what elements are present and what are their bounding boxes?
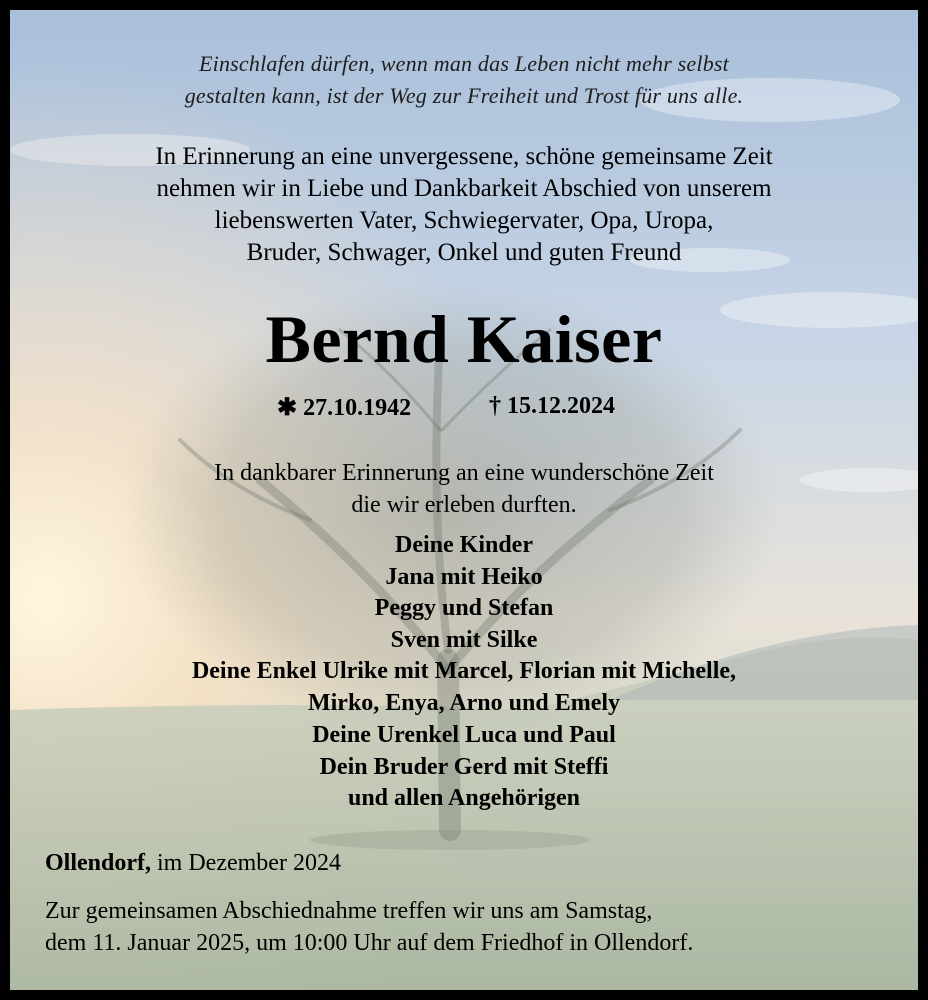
intro-line-3: liebenswerten Vater, Schwiegervater, Opa, Uropa, xyxy=(214,207,714,234)
funeral-line-2: dem 11. Januar 2025, um 10:00 Uhr auf dem Friedhof in Ollendorf. xyxy=(45,930,694,956)
place-date: im Dezember 2024 xyxy=(157,850,341,876)
place-and-date xyxy=(45,850,341,877)
place-town: Ollendorf, xyxy=(45,850,151,876)
intro-line-4: Bruder, Schwager, Onkel und guten Freund xyxy=(246,239,682,266)
family-line: Deine Kinder xyxy=(395,532,533,558)
thanks-line-2: die wir erleben durften. xyxy=(351,492,577,518)
family-line: Sven mit Silke xyxy=(390,627,538,653)
birth-star-icon: ✱ xyxy=(277,395,298,421)
birth-date-value: 27.10.1942 xyxy=(303,395,412,421)
quote-line-1: Einschlafen dürfen, wenn man das Leben nicht mehr selbst xyxy=(199,51,729,76)
intro-line-1: In Erinnerung an eine unvergessene, schöne gemeinsame Zeit xyxy=(155,143,773,170)
death-cross-icon: † xyxy=(489,393,501,419)
family-line: Peggy und Stefan xyxy=(374,595,554,621)
family-line: und allen Angehörigen xyxy=(347,785,581,811)
life-dates xyxy=(10,393,918,423)
intro-line-2: nehmen wir in Liebe und Dankbarkeit Abschied von unserem xyxy=(156,175,772,202)
family-line: Deine Enkel Ulrike mit Marcel, Florian mit Michelle, xyxy=(191,658,737,684)
thanks-line-1: In dankbarer Erinnerung an eine wunderschöne Zeit xyxy=(214,460,714,486)
death-date xyxy=(489,393,615,420)
funeral-line-1: Zur gemeinsamen Abschiednahme treffen wir uns am Samstag, xyxy=(45,898,653,924)
obituary-text xyxy=(10,10,918,990)
family-line: Jana mit Heiko xyxy=(385,564,543,590)
death-date-value: 15.12.2024 xyxy=(507,393,615,419)
family-line: Dein Bruder Gerd mit Steffi xyxy=(319,754,609,780)
family-line: Mirko, Enya, Arno und Emely xyxy=(307,690,621,716)
deceased-name: Bernd Kaiser xyxy=(265,301,663,377)
family-line: Deine Urenkel Luca und Paul xyxy=(312,722,616,748)
birth-date xyxy=(277,393,411,422)
quote-line-2: gestalten kann, ist der Weg zur Freiheit und Trost für uns alle. xyxy=(184,83,744,108)
